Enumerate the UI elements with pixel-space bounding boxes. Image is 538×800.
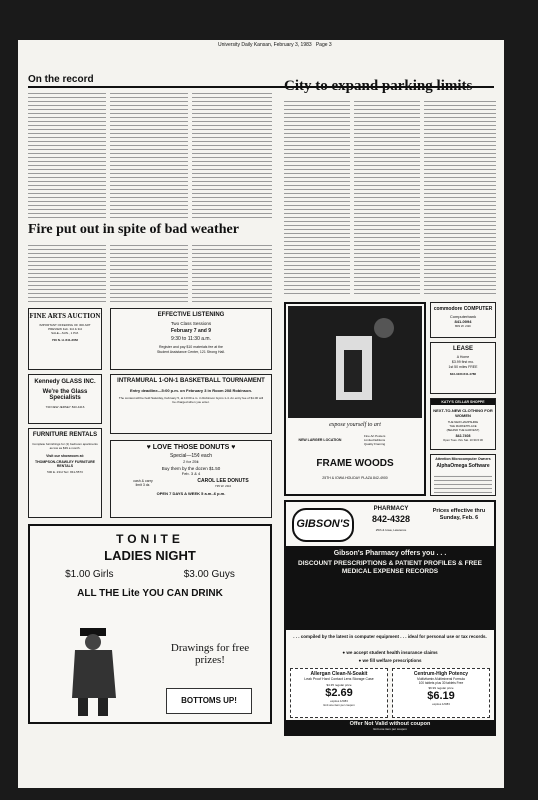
record-column-2 — [110, 92, 188, 218]
gibsons-logo-text: GIBSON'S — [296, 518, 350, 530]
frame-woods-ad — [284, 302, 426, 496]
gibsons-logo — [292, 508, 354, 542]
lease-ad — [430, 342, 496, 394]
kennedy-glass-ad — [28, 374, 102, 424]
alpha-brand: AlphaOmega Software — [436, 463, 490, 469]
donuts-store: CAROL LEE DONUTS — [197, 478, 249, 484]
furniture-body: Complete furnishings for (1) bedroom apartments as low as $39 a month. — [32, 442, 98, 450]
frame-new-location: NEW LARGER LOCATION — [298, 438, 342, 442]
fire-column-3 — [192, 244, 272, 302]
fine-arts-lines: IMPORTANT OFFERING OF 300 ART PREVIEW Feb. 3rd & 3rd SALE—SUN., 1 P.M. — [39, 323, 91, 335]
drawings-prizes: Drawings for free prizes! — [170, 642, 250, 666]
katy-title: KATY'S CELLAR SHOPPE — [431, 399, 495, 405]
fire-headline: Fire put out in spite of bad weather — [28, 222, 239, 237]
art-photo-figure — [288, 306, 422, 418]
lecture-sub: Two Class Sessions — [170, 321, 212, 326]
city-headline: City to expand parking limits — [284, 78, 473, 94]
gibsons-main: Gibson's Pharmacy offers you . . . — [333, 550, 447, 557]
donuts-feb: Feb. 3 & 4 — [181, 471, 201, 476]
donuts-middle-row — [111, 478, 271, 488]
gibsons-pharmacy-ad — [284, 500, 496, 736]
fine-arts-title: FINE ARTS AUCTION — [29, 312, 101, 320]
centrum-coupon — [392, 668, 490, 718]
intramural-title: INTRAMURAL 1-ON-1 BASKETBALL TOURNAMENT — [117, 378, 265, 384]
gibsons-welfare-text: we fill welfare prescriptions — [362, 658, 422, 663]
centrum-expires: expires 1/6/83 — [432, 702, 450, 706]
katy-next-to-new: NEXT-TO-NEW CLOTHING FOR WOMEN — [433, 408, 493, 418]
allergan-price: $2.69 — [325, 687, 353, 699]
intramural-deadline: Entry deadline—5:00 p.m. on February 3 in Room 208 Robinson. — [129, 388, 253, 393]
gibsons-footer-text: Offer Not Valid without coupon — [349, 721, 431, 727]
furniture-store: THOMPSON-CRAWLEY FURNITURE RENTALS — [34, 460, 96, 468]
all-you-can-drink: ALL THE Lite YOU CAN DRINK — [77, 588, 223, 599]
alpha-body — [434, 475, 492, 493]
gibsons-offer: DISCOUNT PRESCRIPTIONS & PATIENT PROFILES & FREE MEDICAL EXPENSE RECORDS — [298, 560, 482, 575]
gibsons-pharmacy-label: PHARMACY — [373, 506, 409, 512]
intramural-ad — [110, 374, 272, 434]
record-column-1 — [28, 92, 106, 218]
city-column-2 — [354, 100, 420, 296]
fire-column-2 — [110, 244, 188, 302]
ladies-night: LADIES NIGHT — [104, 548, 196, 563]
frame-services: Fine Art Posters Limited Editions Quality Framing — [364, 434, 386, 446]
bottoms-up-logo: BOTTOMS UP! — [166, 688, 252, 714]
girls-price: $1.00 Girls — [65, 569, 114, 580]
section-title: On the record — [28, 74, 94, 85]
page-number: Page 3 — [315, 42, 332, 48]
donuts-title-text: LOVE THOSE DONUTS — [152, 444, 230, 451]
art-photo — [288, 306, 422, 418]
frame-woods-name: FRAME WOODS — [316, 458, 394, 469]
gibsons-phone: 842-4328 — [371, 514, 411, 524]
katy-hours: Open Tues. thru Sat. 10:30-5:30 — [443, 438, 483, 442]
commodore-ad — [430, 302, 496, 338]
donuts-dozen: Buy them by the dozen $1.50 — [161, 466, 221, 471]
kennedy-address: 730 NEW JERSEY 843-4416 — [45, 405, 85, 409]
effective-listening-ad — [110, 308, 272, 370]
commodore-sub: Computerbank — [449, 314, 477, 319]
lecture-registration: Register and pay $10 materials fee at the Student Assistance Center, 121 Strong Hall. — [156, 345, 226, 354]
centrum-price: $6.19 — [427, 690, 455, 702]
allergan-expires: expires 1/6/83 — [330, 699, 348, 703]
lease-body: A Home $3.99 first mo. 1st 50 miles FREE — [448, 355, 478, 369]
tonite-title: TONITE — [116, 532, 184, 546]
furniture-address: 500 E. 23rd Terr. 841-5573 — [47, 470, 83, 474]
furniture-title: FURNITURE RENTALS — [32, 432, 98, 438]
donuts-hours: OPEN 7 DAYS A WEEK 5 a.m.-6 p.m. — [156, 491, 226, 496]
man-illustration — [50, 618, 150, 718]
city-column-3 — [424, 100, 496, 296]
fire-column-1 — [28, 244, 106, 302]
centrum-count: 100 tablets plus 30 tablets Free — [418, 681, 464, 685]
gibsons-insurance-text: we accept student health insurance claims — [346, 650, 438, 655]
city-column-1 — [284, 100, 350, 296]
gibsons-prices-effective: Prices effective thru Sunday, Feb. 6 — [432, 508, 486, 521]
alpha-title: Attention Microcomputer Owners — [435, 457, 491, 461]
katy-phone: 842-7408 — [455, 434, 471, 438]
carol-lee-donuts-ad — [110, 440, 272, 518]
gibsons-footer-limit: limit one item per coupon — [373, 727, 407, 731]
furniture-rentals-ad — [28, 428, 102, 518]
lecture-title: EFFECTIVE LISTENING — [157, 312, 225, 318]
masthead — [218, 42, 332, 48]
katys-cellar-ad — [430, 398, 496, 450]
lecture-dates: February 7 and 9 — [170, 328, 211, 334]
centrum-sub: Multivitamin-Multimineral Formula — [417, 677, 465, 681]
fine-arts-auction-ad — [28, 308, 102, 370]
gibsons-footer — [286, 720, 494, 734]
donuts-two-for: 2 for 25¢ — [183, 459, 199, 464]
allergan-sub: Leak Proof Hard Contact Lens Storage Case — [304, 677, 374, 681]
intramural-body: The contest will be held Saturday, February 5, at 10:00 a.m. in Robinson Gyms 1-4. An entry fee of $1.00 will be charged when you enter. — [118, 396, 264, 404]
lease-phone: 843-4233 841-4786 — [449, 372, 477, 376]
donuts-cash: cash & carry limit 3 dz. — [133, 479, 153, 487]
frame-address: 25TH & IOWA HOLIDAY PLAZA 842-4900 — [322, 476, 388, 480]
lecture-time: 9:30 to 11:30 a.m. — [171, 336, 211, 342]
centrum-title: Centrum-High Potency — [413, 671, 469, 677]
allergan-coupon — [290, 668, 388, 718]
commodore-phone: 841-0094 — [454, 319, 472, 324]
kennedy-tag: We're the Glass Specialists — [42, 389, 88, 401]
commodore-title: commodore COMPUTER — [433, 306, 493, 312]
gibsons-computer: . . . compiled by the latest in computer equipment . . . ideal for personal use or tax records. — [293, 634, 487, 639]
allergan-regular: $4.35 regular price — [326, 683, 352, 687]
donuts-address: 735 W. 23rd — [214, 484, 232, 488]
kennedy-name: Kennedy GLASS INC. — [34, 379, 96, 385]
gibsons-offer-block — [286, 546, 494, 630]
tonite-ladies-night-ad — [28, 524, 272, 724]
allergan-limit: limit one item per coupon — [323, 703, 355, 707]
date-line: University Daily Kansan, February 3, 1983 — [218, 42, 312, 48]
gibsons-insurance: ● we accept student health insurance claims — [342, 650, 438, 655]
gibsons-address: 25th & Iowa, Lawrence — [375, 528, 407, 532]
lease-title: LEASE — [452, 346, 473, 352]
allergan-title: Allergan Clean-N-Soakit — [310, 671, 368, 677]
record-column-3 — [192, 92, 272, 218]
katy-market: THE NEW HAMPSHIRE THE MARKETPLACE (BEHIND THE HARVEST) — [446, 420, 480, 432]
donuts-special: Special—15¢ each — [170, 453, 212, 459]
guys-price: $3.00 Guys — [183, 569, 235, 580]
alphaomega-ad — [430, 454, 496, 496]
gibsons-welfare: ● we fill welfare prescriptions — [358, 658, 422, 663]
newspaper-page — [18, 40, 504, 788]
donuts-title: ♥ LOVE THOSE DONUTS ♥ — [146, 444, 236, 451]
furniture-visit: Visit our showroom at: — [46, 454, 84, 458]
commodore-address: 809 W. 24th — [454, 324, 471, 328]
tonite-prices — [30, 569, 270, 580]
frame-tagline: expose yourself to art — [329, 422, 381, 428]
centrum-regular: $6.99 regular price — [428, 686, 454, 690]
fine-arts-address: 700 N. H. 841-3052 — [51, 338, 79, 342]
